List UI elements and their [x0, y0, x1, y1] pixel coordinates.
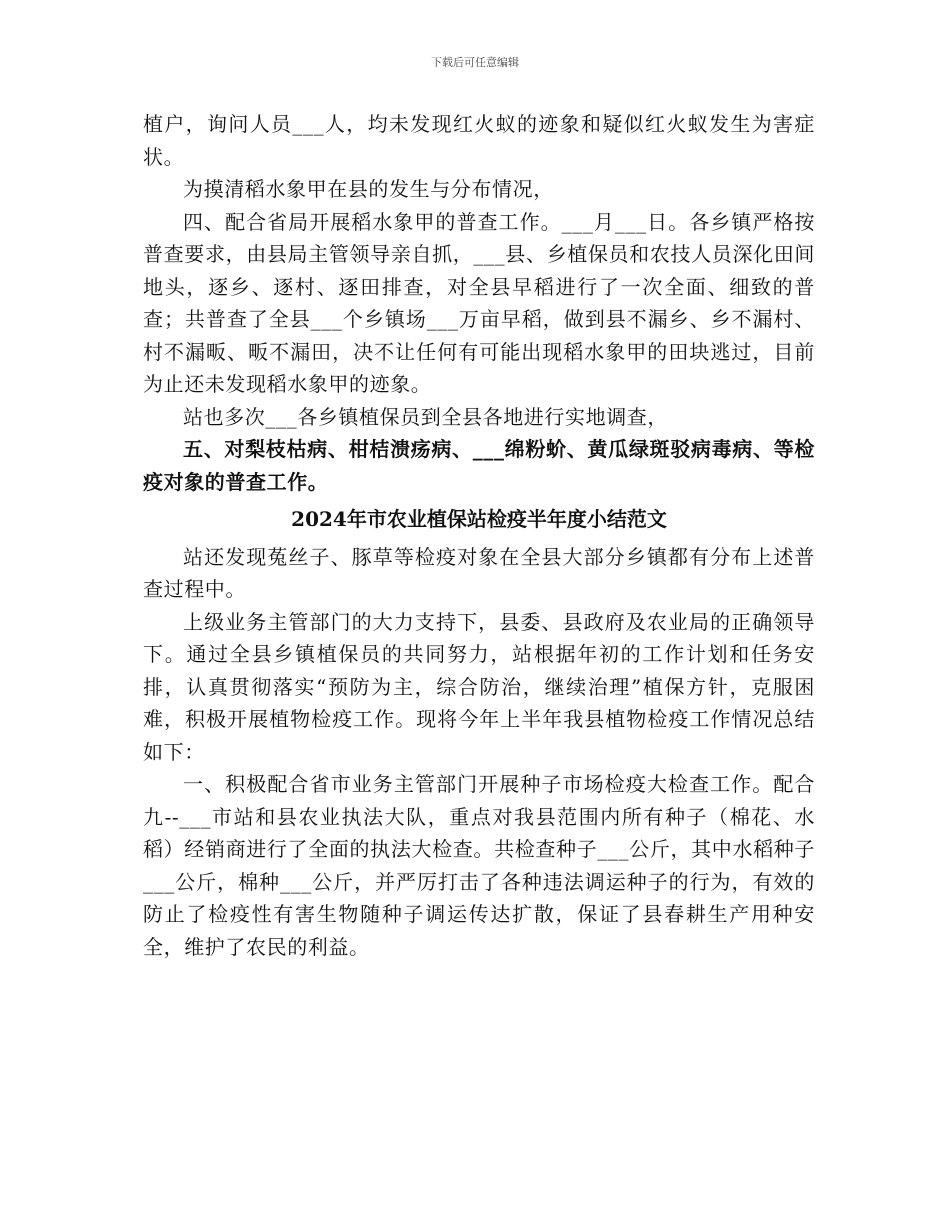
document-body: [143, 108, 815, 963]
paragraph-8: 一、积极配合省市业务主管部门开展种子市场检疫大检查工作。配合九--___市站和县农业执法大队，重点对我县范围内所有种子（棉花、水稻）经销商进行了全面的执法大检查。共检查种子___公斤，其中水稻种子___公斤，棉种___公斤，并严厉打击了各种违法调运种子的行为，有效的防止了检疫性有害生物随种子调运传达扩散，保证了县春耕生产用种安全，维护了农民的利益。: [143, 772, 815, 959]
paragraph-1: 植户，询问人员___人，均未发现红火蚁的迹象和疑似红火蚁发生为害症状。: [143, 112, 815, 169]
paragraph-7: 上级业务主管部门的大力支持下，县委、县政府及农业局的正确领导下。通过全县乡镇植保员的共同努力，站根据年初的工作计划和任务安排，认真贯彻落实“预防为主，综合防治，继续治理”植保方针，克服困难，积极开展植物检疫工作。现将今年上半年我县植物检疫工作情况总结如下：: [143, 609, 815, 764]
paragraph-2: 为摸清稻水象甲在县的发生与分布情况，: [183, 177, 554, 201]
document-title: 2024年市农业植保站检疫半年度小结范文: [291, 507, 667, 531]
paragraph-5-bold: 五、对梨枝枯病、柑桔溃疡病、___绵粉蚧、黄瓜绿斑驳病毒病、等检疫对象的普查工作。: [143, 437, 815, 494]
paragraph-3: 四、配合省局开展稻水象甲的普查工作。___月___日。各乡镇严格按普查要求，由县局主管领导亲自抓，___县、乡植保员和农技人员深化田间地头，逐乡、逐村、逐田排查，对全县早稻进行了一次全面、细致的普查；共普查了全县___个乡镇场___万亩早稻，做到县不漏乡、乡不漏村、村不漏畈、畈不漏田，决不让任何有可能出现稻水象甲的田块逃过，目前为止还未发现稻水象甲的迹象。: [143, 209, 815, 396]
paragraph-6: 站还发现菟丝子、豚草等检疫对象在全县大部分乡镇都有分布上述普查过程中。: [143, 544, 815, 601]
page-header-note: 下载后可任意编辑: [431, 56, 519, 69]
paragraph-4: 站也多次___各乡镇植保员到全县各地进行实地调查，: [183, 404, 668, 429]
